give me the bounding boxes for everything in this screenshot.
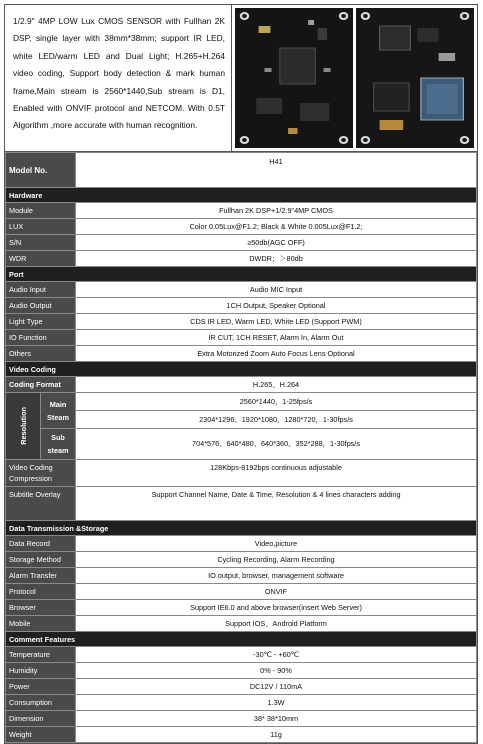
spec-row [6, 600, 477, 616]
spec-row [6, 460, 477, 487]
spec-value: 11g [76, 727, 477, 743]
spec-label: Light Type [6, 314, 76, 330]
section-title: Data Transmission &Storage [6, 521, 477, 536]
spec-label: Weight [6, 727, 76, 743]
spec-label: Storage Method [6, 552, 76, 568]
spec-value: 38* 38*10mm [76, 711, 477, 727]
spec-label: WDR [6, 251, 76, 267]
spec-sheet [4, 4, 478, 744]
spec-label: Dimension [6, 711, 76, 727]
section-title: Comment Features [6, 632, 477, 647]
spec-label: Audio Output [6, 298, 76, 314]
spec-row [6, 711, 477, 727]
spec-value: Audio MIC Input [76, 282, 477, 298]
spec-value: 1.3W [76, 695, 477, 711]
pcb-front-image [235, 8, 353, 148]
spec-value: DC12V / 110mA [76, 679, 477, 695]
spec-value: Extra Motorized Zoom Auto Focus Lens Optional [76, 346, 477, 362]
section-comment-features [6, 632, 477, 647]
resolution-label: Resolution [6, 393, 41, 460]
section-title: Hardware [6, 188, 477, 203]
header-block [5, 5, 477, 152]
spec-value: Fullhan 2K DSP+1/2.9"4MP CMOS [76, 203, 477, 219]
spec-label: Consumption [6, 695, 76, 711]
sub-steam-label: Sub steam [41, 429, 76, 460]
section-data-storage [6, 521, 477, 536]
spec-row [6, 568, 477, 584]
spec-value: 1CH Output, Speaker Optional [76, 298, 477, 314]
spec-value: Support Channel Name, Date & Time, Resolution & 4 lines characters adding [76, 487, 477, 521]
model-label: Model No. [6, 153, 76, 188]
spec-value: DWDR；＞80db [76, 251, 477, 267]
section-title: Video Coding [6, 362, 477, 377]
section-port [6, 267, 477, 282]
spec-label: Power [6, 679, 76, 695]
spec-row [6, 695, 477, 711]
spec-row [6, 330, 477, 346]
product-description: 1/2.9" 4MP LOW Lux CMOS SENSOR with Fullhan 2K DSP, single layer with 38mm*38mm; support IR LED, white LED/warm LED and Dual Light; H.265+H.264 video coding, Support body detection & mark human frame,Main stream is 2560*1440,Sub stream is D1, Enabled with ONVIF protocol and NETCOM. With 0.5T Algorithm ,more accurate with human recognition. [5, 5, 232, 151]
spec-label: Video Coding Compression [6, 460, 76, 487]
spec-value: Support IOS、Android Platform [76, 616, 477, 632]
spec-value: H.265、H.264 [76, 377, 477, 393]
spec-row [6, 377, 477, 393]
spec-row [6, 282, 477, 298]
spec-label: Coding Format [6, 377, 76, 393]
spec-label: Subtitle Overlay [6, 487, 76, 521]
model-row [6, 153, 477, 188]
model-value: H41 [76, 153, 477, 188]
spec-label: LUX [6, 219, 76, 235]
spec-row [6, 219, 477, 235]
spec-label: Browser [6, 600, 76, 616]
spec-row [6, 487, 477, 521]
main-steam-value-1: 2560*1440，1-25fps/s [76, 393, 477, 411]
spec-value: Support IE6.0 and above browser(insert Web Server) [76, 600, 477, 616]
spec-value: -30℃ - +60℃ [76, 647, 477, 663]
spec-row [6, 314, 477, 330]
spec-label: Humidity [6, 663, 76, 679]
spec-row [6, 584, 477, 600]
spec-row [6, 346, 477, 362]
spec-value: CDS IR LED, Warm LED, White LED (Support PWM) [76, 314, 477, 330]
spec-label: Mobile [6, 616, 76, 632]
spec-value: IR CUT, 1CH RESET, Alarm In, Alarm Out [76, 330, 477, 346]
resolution-row [6, 429, 477, 460]
spec-value: Color 0.05Lux@F1.2; Black & White 0.005Lux@F1.2; [76, 219, 477, 235]
spec-row [6, 251, 477, 267]
section-video-coding [6, 362, 477, 377]
spec-row [6, 647, 477, 663]
spec-label: Alarm Transfer [6, 568, 76, 584]
spec-row [6, 616, 477, 632]
main-steam-label: Main Steam [41, 393, 76, 429]
section-hardware [6, 188, 477, 203]
spec-value: Video,picture [76, 536, 477, 552]
spec-label: IO Function [6, 330, 76, 346]
resolution-row [6, 411, 477, 429]
spec-row [6, 727, 477, 743]
spec-label: S/N [6, 235, 76, 251]
spec-row [6, 536, 477, 552]
spec-value: ≥50db(AGC OFF) [76, 235, 477, 251]
product-photos [232, 5, 477, 151]
pcb-back-image [356, 8, 474, 148]
spec-label: Temperature [6, 647, 76, 663]
spec-label: Audio Input [6, 282, 76, 298]
spec-label: Module [6, 203, 76, 219]
spec-value: IO output, browser, management software [76, 568, 477, 584]
main-steam-value-2: 2304*1296、1920*1080、1280*720，1-30fps/s [76, 411, 477, 429]
sub-steam-value: 704*576、640*480、640*360、352*288，1-30fps/s [76, 429, 477, 460]
spec-value: ONVIF [76, 584, 477, 600]
section-title: Port [6, 267, 477, 282]
spec-row [6, 298, 477, 314]
spec-row [6, 679, 477, 695]
spec-row [6, 552, 477, 568]
spec-row [6, 663, 477, 679]
spec-label: Others [6, 346, 76, 362]
resolution-row [6, 393, 477, 411]
spec-label: Protocol [6, 584, 76, 600]
spec-row [6, 203, 477, 219]
spec-table [5, 152, 477, 743]
spec-value: Cycling Recording, Alarm Recording [76, 552, 477, 568]
spec-label: Data Record [6, 536, 76, 552]
spec-value: 0% - 90% [76, 663, 477, 679]
spec-row [6, 235, 477, 251]
spec-value: 128Kbps-8192bps continuous adjustable [76, 460, 477, 487]
